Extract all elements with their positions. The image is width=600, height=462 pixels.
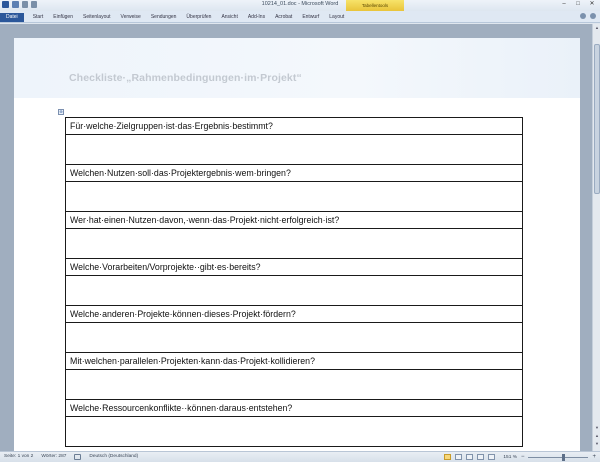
tab-layout[interactable]: Layout [329, 14, 345, 20]
table-row [66, 135, 523, 165]
status-right [444, 454, 596, 460]
table-row [66, 400, 523, 417]
question-cell[interactable]: Für·welche·Zielgruppen·ist·das·Ergebnis·bestimmt? [66, 118, 523, 135]
question-cell[interactable]: Mit·welchen·parallelen·Projekten·kann·das·Projekt·kollidieren? [66, 353, 523, 370]
title-bar [0, 0, 600, 11]
word-count[interactable]: Wörter: 287 [41, 454, 67, 459]
table-row [66, 212, 523, 229]
outline-view-icon[interactable] [477, 454, 484, 460]
answer-cell[interactable] [66, 182, 523, 212]
page-count[interactable]: Seite: 1 von 2 [4, 454, 34, 459]
zoom-slider-knob[interactable] [562, 454, 565, 461]
table-move-handle-icon[interactable]: ⊕ [59, 109, 63, 114]
tab-references[interactable]: Verweise [120, 14, 141, 20]
context-tab-table-tools: Tabellentools [346, 0, 404, 11]
checklist-table [65, 117, 523, 447]
question-cell[interactable]: Wer·hat·einen·Nutzen·davon,·wenn·das·Projekt·nicht·erfolgreich·ist? [66, 212, 523, 229]
maximize-button[interactable]: □ [576, 1, 580, 7]
tab-review[interactable]: Überprüfen [186, 14, 212, 20]
status-left [4, 454, 138, 460]
tab-insert[interactable]: Einfügen [53, 14, 73, 20]
table-row [66, 229, 523, 259]
question-cell[interactable]: Welchen·Nutzen·soll·das·Projektergebnis·wem·bringen? [66, 165, 523, 182]
ribbon [0, 11, 600, 23]
proofing-icon[interactable] [74, 454, 81, 460]
table-row [66, 370, 523, 400]
tab-start[interactable]: Start [32, 14, 44, 20]
zoom-in-icon[interactable]: + [592, 454, 596, 460]
scroll-up-icon[interactable]: ▲ [595, 25, 599, 30]
help-icon[interactable] [590, 13, 596, 19]
table-row [66, 276, 523, 306]
tab-design[interactable]: Entwurf [302, 14, 320, 20]
vertical-scrollbar[interactable] [592, 24, 600, 451]
zoom-level[interactable]: 151 % [503, 454, 517, 460]
answer-cell[interactable] [66, 229, 523, 259]
document-title: Checkliste·„Rahmenbedingungen·im·Projekt“ [69, 72, 302, 84]
table-row [66, 353, 523, 370]
table-row [66, 182, 523, 212]
ribbon-tabs [0, 13, 349, 22]
full-screen-view-icon[interactable] [455, 454, 462, 460]
table-row [66, 323, 523, 353]
scroll-thumb[interactable] [594, 44, 600, 194]
previous-page-icon[interactable]: ▲ [595, 433, 599, 438]
answer-cell[interactable] [66, 276, 523, 306]
print-layout-view-icon[interactable] [444, 454, 451, 460]
window-controls [558, 0, 598, 8]
tab-page-layout[interactable]: Seitenlayout [83, 14, 111, 20]
scroll-down-icon[interactable]: ▼ [595, 425, 599, 430]
window-title: 10214_01.doc - Microsoft Word [261, 1, 339, 7]
answer-cell[interactable] [66, 370, 523, 400]
table-row [66, 165, 523, 182]
table-row [66, 306, 523, 323]
close-button[interactable]: ✕ [589, 1, 595, 7]
draft-view-icon[interactable] [488, 454, 495, 460]
ribbon-right-controls [580, 13, 596, 19]
status-bar [0, 451, 600, 462]
tab-add-ins[interactable]: Add-Ins [247, 14, 266, 20]
header-band [14, 38, 580, 98]
answer-cell[interactable] [66, 323, 523, 353]
table-row [66, 118, 523, 135]
ribbon-minimize-icon[interactable] [580, 13, 586, 19]
language-indicator[interactable]: Deutsch (Deutschland) [89, 454, 139, 459]
tab-mailings[interactable]: Sendungen [150, 14, 177, 20]
question-cell[interactable]: Welche·anderen·Projekte·können·dieses·Projekt·fördern? [66, 306, 523, 323]
question-cell[interactable]: Welche·Vorarbeiten/Vorprojekte··gibt·es·bereits? [66, 259, 523, 276]
question-cell[interactable]: Welche·Ressourcenkonflikte··können·daraus·entstehen? [66, 400, 523, 417]
document-area [0, 24, 592, 451]
document-page[interactable] [14, 38, 580, 451]
tab-acrobat[interactable]: Acrobat [275, 14, 293, 20]
table-row [66, 417, 523, 447]
answer-cell[interactable] [66, 417, 523, 447]
minimize-button[interactable]: – [562, 1, 566, 7]
web-layout-view-icon[interactable] [466, 454, 473, 460]
zoom-slider[interactable] [528, 457, 588, 458]
answer-cell[interactable] [66, 135, 523, 165]
tab-file[interactable]: Datei [0, 13, 24, 22]
next-page-icon[interactable]: ▼ [595, 441, 599, 446]
zoom-out-icon[interactable]: − [520, 454, 525, 460]
tab-view[interactable]: Ansicht [221, 14, 238, 20]
table-row [66, 259, 523, 276]
